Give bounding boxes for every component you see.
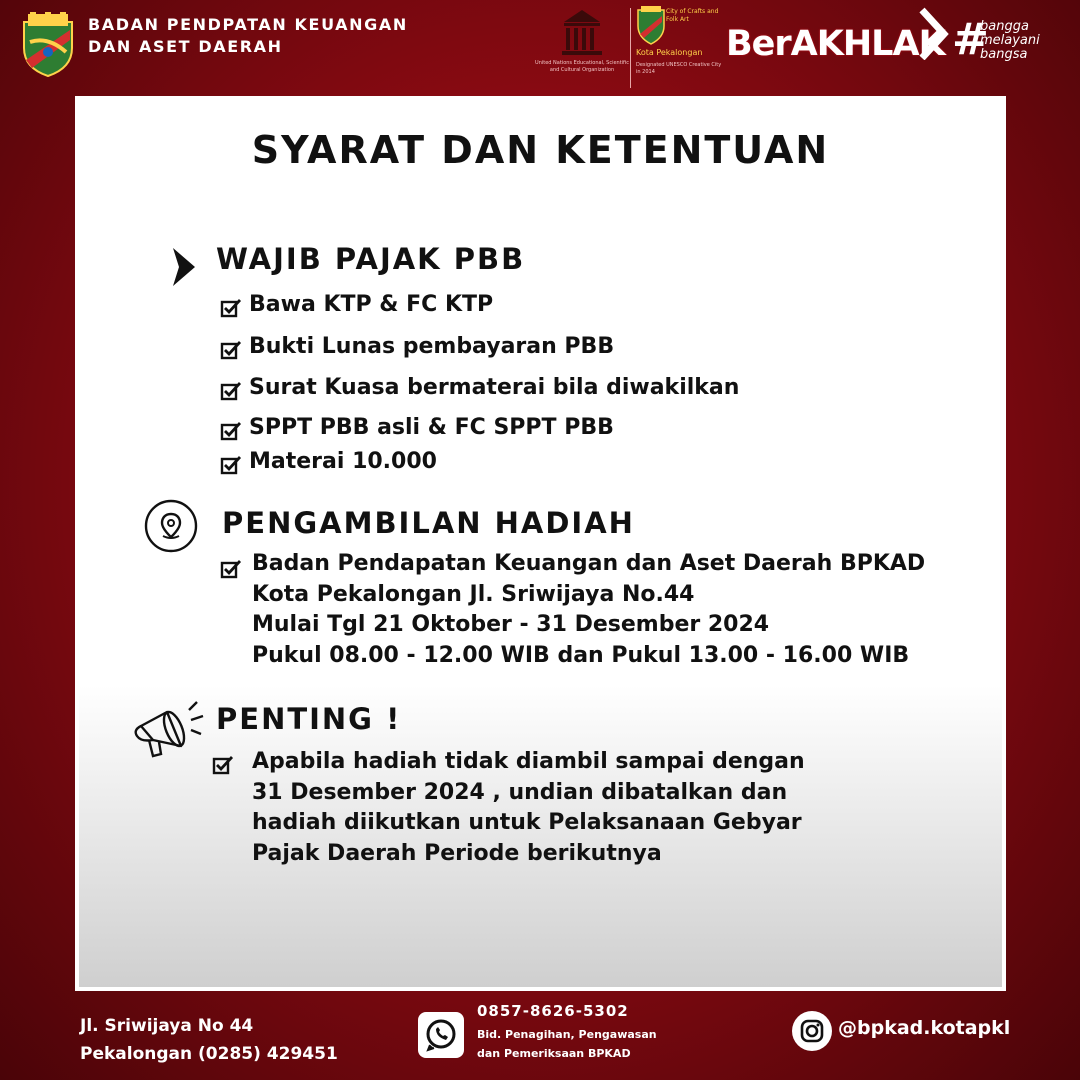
agency-name-line1: BADAN PENDPATAN KEUANGAN [88,15,408,34]
requirement-item: Bukti Lunas pembayaran PBB [249,334,615,359]
notice-line: 31 Desember 2024 , undian dibatalkan dan [252,779,788,805]
pickup-info [252,549,925,671]
requirement-item: Bawa KTP & FC KTP [249,292,494,317]
chevron-right-icon [918,6,954,60]
location-pin-icon [143,498,199,554]
address-line1: Jl. Sriwijaya No 44 [80,1016,254,1036]
address-line2: Pekalongan (0285) 429451 [80,1044,338,1064]
agency-name-line2: DAN ASET DAERAH [88,37,283,56]
tagline-word-2: melayani [980,33,1040,48]
instagram-handle[interactable]: @bpkad.kotapkl [838,1017,1011,1039]
tagline-word-1: bangga [980,19,1029,34]
tagline-words [980,20,1040,62]
checkbox-checked-icon [220,454,242,476]
pickup-info-line: Kota Pekalongan Jl. Sriwijaya No.44 [252,581,695,607]
logo-divider [630,8,631,88]
section-pengambilan-title: PENGAMBILAN HADIAH [222,506,635,540]
bangga-melayani-bangsa-logo [952,16,1052,66]
checkbox-checked-icon [212,754,234,776]
section-wajib-pajak-title: WAJIB PAJAK PBB [216,242,526,276]
checkbox-checked-icon [220,297,242,319]
hashtag-symbol: # [952,14,989,65]
unesco-temple-icon [534,6,630,58]
header [0,0,1080,95]
pickup-info-line: Badan Pendapatan Keuangan dan Aset Daerah BPKAD [252,551,926,576]
pickup-info-line: Mulai Tgl 21 Oktober - 31 Desember 2024 [252,612,770,637]
whatsapp-glyph-icon [418,1012,464,1058]
department-line1: Bid. Penagihan, Pengawasan [477,1028,657,1041]
contact-department [477,1025,657,1063]
whatsapp-icon[interactable] [418,1012,464,1058]
checkbox-checked-icon [220,339,242,361]
unesco-caption: United Nations Educational, Scientific and Cultural Organization [535,60,629,73]
checkbox-checked-icon [220,380,242,402]
notice-line: Apabila hadiah tidak diambil sampai dengan [252,749,805,774]
requirement-item: Materai 10.000 [249,449,437,474]
contact-info [477,1001,657,1063]
city-designation: Designated UNESCO Creative City in 2014 [636,62,722,75]
city-name: Kota Pekalongan [636,48,703,57]
pickup-info-line: Pukul 08.00 - 12.00 WIB dan Pukul 13.00 - 16.00 WIB [252,642,910,668]
play-arrow-icon [171,246,197,288]
berakhlak-logo: BerAKHLAK [726,24,945,64]
contact-phone[interactable]: 0857-8626-5302 [477,1002,629,1020]
requirement-item: SPPT PBB asli & FC SPPT PBB [249,415,614,440]
city-crest-logo [20,12,76,78]
important-notice [252,747,805,869]
unesco-logo [534,6,630,92]
instagram-glyph-icon [792,1011,832,1051]
instagram-icon[interactable] [792,1011,832,1051]
city-shield-icon [636,6,666,46]
terms-card [75,96,1006,991]
agency-name [88,14,408,58]
department-line2: dan Pemeriksaan BPKAD [477,1047,631,1060]
page-title: SYARAT DAN KETENTUAN [251,128,830,172]
creative-city-logo [636,4,722,90]
checkbox-checked-icon [220,420,242,442]
checkbox-checked-icon [220,558,242,580]
notice-line: Pajak Daerah Periode berikutnya [252,840,662,866]
tagline-word-3: bangsa [980,47,1028,62]
requirement-item: Surat Kuasa bermaterai bila diwakilkan [249,375,740,400]
city-tagline: City of Crafts and Folk Art [666,8,719,23]
section-penting-title: PENTING ! [216,702,402,736]
footer-address [80,1012,338,1068]
megaphone-icon [131,696,207,762]
notice-line: hadiah diikutkan untuk Pelaksanaan Gebyar [252,810,802,835]
